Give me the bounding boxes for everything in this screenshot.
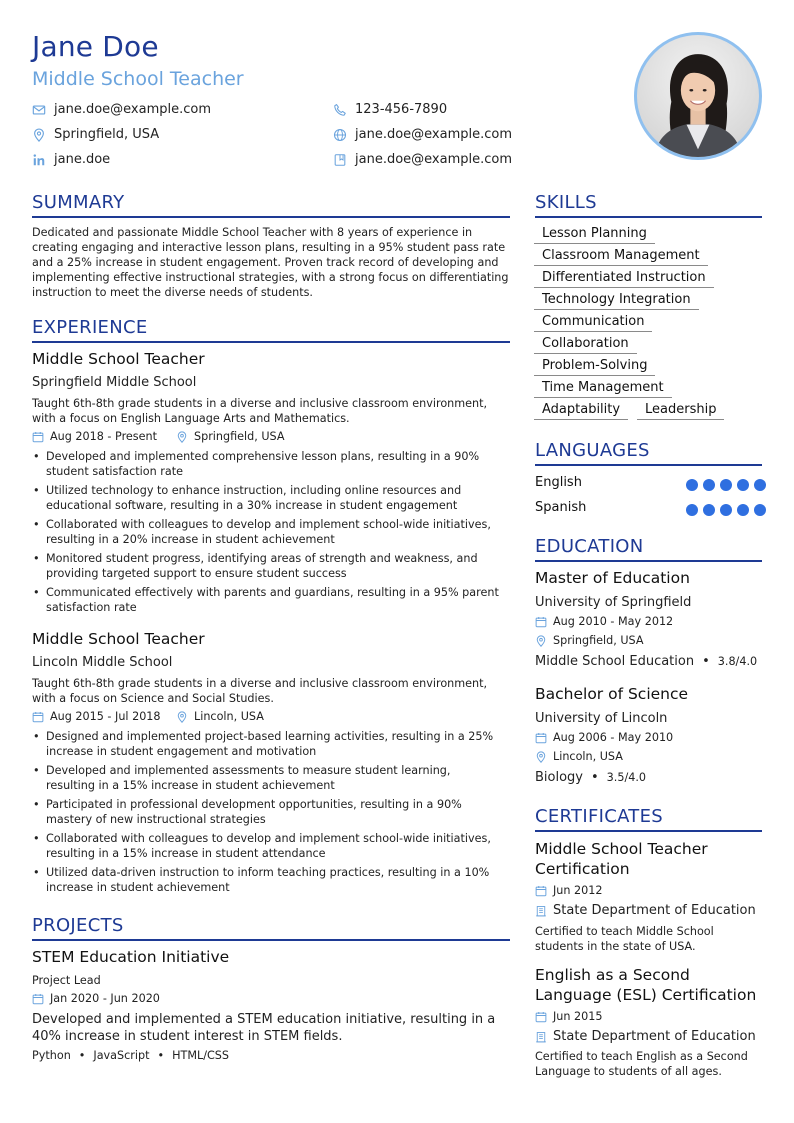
summary-text: Dedicated and passionate Middle School Teacher with 8 years of experience in creating engaging and interactive lesson plans, resulting in a 95% student pass rate and a 25% increase in student engagement. Proven track record of developing and implementing effective instructional strategies, with a strong focus on differentiating instruction to meet the diverse needs of students. xyxy=(32,226,509,299)
language-name: Spanish xyxy=(535,500,587,515)
job-title: Middle School Teacher xyxy=(32,350,205,368)
education-dates-text: Aug 2006 - May 2010 xyxy=(553,731,674,744)
job-location-text: Springfield, USA xyxy=(194,430,285,443)
location-icon xyxy=(535,635,547,647)
job-dates-text: Aug 2015 - Jul 2018 xyxy=(50,710,161,723)
languages-heading: LANGUAGES xyxy=(535,440,650,461)
education-location-text: Springfield, USA xyxy=(553,634,644,647)
job-organization: Springfield Middle School xyxy=(32,375,197,390)
education-dates xyxy=(535,615,673,628)
summary-heading: SUMMARY xyxy=(32,192,125,213)
skill-tag: Leadership xyxy=(637,402,724,420)
education-heading: EDUCATION xyxy=(535,536,644,557)
project-tag: JavaScript xyxy=(93,1049,150,1062)
education-gpa: 3.8/4.0 xyxy=(717,655,758,668)
certificate-date-text: Jun 2015 xyxy=(553,1010,603,1023)
job-dates xyxy=(32,710,161,723)
portrait-illustration xyxy=(637,35,759,157)
contact-location xyxy=(32,127,159,142)
proficiency-dot xyxy=(754,504,766,516)
certificate-description: Certified to teach English as a Second Language to students of all ages. xyxy=(535,1050,748,1078)
contact-linkedin[interactable] xyxy=(32,152,110,167)
certificate-date-text: Jun 2012 xyxy=(553,884,603,897)
education-field: Biology xyxy=(535,770,583,785)
project-dates-text: Jan 2020 - Jun 2020 xyxy=(50,992,160,1005)
proficiency-dot xyxy=(686,479,698,491)
education-location xyxy=(535,634,644,647)
job-bullet: • Utilized data-driven instruction to inform teaching practices, resulting in a 10% increase in student achievement xyxy=(32,865,502,895)
certificate-date xyxy=(535,884,603,897)
language-level-spanish xyxy=(686,504,766,516)
location-icon xyxy=(32,128,46,142)
certificate-description: Certified to teach Middle School students in the state of USA. xyxy=(535,925,714,953)
job-bullet: • Monitored student progress, identifying areas of strength and weakness, and providing targeted support to ensure student success xyxy=(32,551,502,581)
certificate-issuer xyxy=(535,1029,756,1044)
job-bullet: • Communicated effectively with parents and guardians, resulting in a 95% parent satisfaction rate xyxy=(32,585,502,615)
education-location xyxy=(535,750,623,763)
globe-icon xyxy=(333,128,347,142)
project-tag: HTML/CSS xyxy=(172,1049,230,1062)
job-bullet: • Developed and implemented comprehensive lesson plans, resulting in a 90% student satisfaction rate xyxy=(32,449,502,479)
skill-tag: Differentiated Instruction xyxy=(534,270,714,288)
proficiency-dot xyxy=(686,504,698,516)
language-name: English xyxy=(535,475,582,490)
proficiency-dot xyxy=(703,479,715,491)
education-school: University of Lincoln xyxy=(535,711,668,726)
certificates-heading: CERTIFICATES xyxy=(535,806,663,827)
job-location xyxy=(176,710,264,723)
job-bullet: • Participated in professional development opportunities, resulting in a 90% mastery of new instructional strategies xyxy=(32,797,502,827)
job-organization: Lincoln Middle School xyxy=(32,655,173,670)
certificate-title: English as a Second Language (ESL) Certification xyxy=(535,966,757,1004)
education-dates xyxy=(535,731,673,744)
education-location-text: Lincoln, USA xyxy=(553,750,623,763)
contact-website-text: jane.doe@example.com xyxy=(355,127,513,142)
skill-tag: Problem-Solving xyxy=(534,358,655,376)
bookmark-icon xyxy=(333,153,347,167)
certificates-divider xyxy=(535,830,762,832)
mail-icon xyxy=(32,103,46,117)
summary-divider xyxy=(32,216,510,218)
tag-separator: • xyxy=(157,1049,165,1062)
education-degree: Bachelor of Science xyxy=(535,685,689,703)
contact-email-text: jane.doe@example.com xyxy=(54,102,212,117)
skill-tag: Lesson Planning xyxy=(534,226,655,244)
calendar-icon xyxy=(535,616,547,628)
project-tags xyxy=(32,1049,229,1062)
certificate-date xyxy=(535,1010,603,1023)
location-icon xyxy=(535,751,547,763)
phone-icon xyxy=(333,103,347,117)
proficiency-dot xyxy=(737,504,749,516)
linkedin-icon xyxy=(32,153,46,167)
education-field-gpa xyxy=(535,654,757,669)
education-gpa: 3.5/4.0 xyxy=(606,771,647,784)
education-dates-text: Aug 2010 - May 2012 xyxy=(553,615,674,628)
tag-separator: • xyxy=(78,1049,86,1062)
job-location xyxy=(176,430,285,443)
proficiency-dot xyxy=(720,504,732,516)
certificate-issuer xyxy=(535,903,756,918)
calendar-icon xyxy=(535,732,547,744)
languages-divider xyxy=(535,464,762,466)
project-role: Project Lead xyxy=(32,974,101,987)
proficiency-dot xyxy=(720,479,732,491)
skills-heading: SKILLS xyxy=(535,192,597,213)
location-icon xyxy=(176,431,188,443)
calendar-icon xyxy=(32,993,44,1005)
job-dates xyxy=(32,430,157,443)
calendar-icon xyxy=(535,885,547,897)
candidate-name: Jane Doe xyxy=(32,30,159,63)
job-bullets xyxy=(32,729,502,899)
skill-tag: Communication xyxy=(534,314,652,332)
field-separator: • xyxy=(702,654,710,669)
contact-portfolio-text: jane.doe@example.com xyxy=(355,152,513,167)
job-description: Taught 6th-8th grade students in a diverse and inclusive classroom environment, with a focus on English Language Arts and Mathematics. xyxy=(32,397,488,425)
language-level-english xyxy=(686,479,766,491)
field-separator: • xyxy=(591,770,599,785)
skill-tag: Time Management xyxy=(534,380,672,398)
certificate-title: Middle School Teacher Certification xyxy=(535,840,708,878)
job-dates-text: Aug 2018 - Present xyxy=(50,430,157,443)
education-degree: Master of Education xyxy=(535,569,690,587)
skill-tag: Adaptability xyxy=(534,402,628,420)
profile-photo xyxy=(634,32,762,160)
calendar-icon xyxy=(32,711,44,723)
project-dates xyxy=(32,992,160,1005)
building-icon xyxy=(535,1031,547,1043)
project-tag: Python xyxy=(32,1049,71,1062)
calendar-icon xyxy=(535,1011,547,1023)
experience-heading: EXPERIENCE xyxy=(32,317,148,338)
proficiency-dot xyxy=(703,504,715,516)
location-icon xyxy=(176,711,188,723)
contact-website[interactable] xyxy=(333,127,512,142)
project-title: STEM Education Initiative xyxy=(32,948,230,966)
skill-tag: Technology Integration xyxy=(534,292,699,310)
project-description: Developed and implemented a STEM education initiative, resulting in a 40% increase in student interest in STEM fields. xyxy=(32,1012,496,1044)
job-title: Middle School Teacher xyxy=(32,630,205,648)
contact-email[interactable] xyxy=(32,102,211,117)
education-divider xyxy=(535,560,762,562)
job-location-text: Lincoln, USA xyxy=(194,710,264,723)
skill-tag: Classroom Management xyxy=(534,248,708,266)
education-field: Middle School Education xyxy=(535,654,695,669)
job-bullet: • Collaborated with colleagues to develop and implement school-wide initiatives, resulting in a 15% increase in student attendance xyxy=(32,831,502,861)
building-icon xyxy=(535,905,547,917)
proficiency-dot xyxy=(754,479,766,491)
contact-location-text: Springfield, USA xyxy=(54,127,160,142)
job-bullet: • Utilized technology to enhance instruction, including online resources and educational software, resulting in a 30% increase in student engagement xyxy=(32,483,502,513)
candidate-title: Middle School Teacher xyxy=(32,68,244,90)
job-bullet: • Developed and implemented assessments to measure student learning, resulting in a 15% increase in student achievement xyxy=(32,763,502,793)
certificate-issuer-text: State Department of Education xyxy=(553,903,756,918)
contact-phone-text: 123-456-7890 xyxy=(355,102,448,117)
proficiency-dot xyxy=(737,479,749,491)
job-bullet: • Collaborated with colleagues to develop and implement school-wide initiatives, resulting in a 20% increase in student achievement xyxy=(32,517,502,547)
contact-linkedin-text: jane.doe xyxy=(54,152,111,167)
projects-heading: PROJECTS xyxy=(32,915,124,936)
job-bullet: • Designed and implemented project-based learning activities, resulting in a 25% increase in student engagement and motivation xyxy=(32,729,502,759)
education-school: University of Springfield xyxy=(535,595,692,610)
projects-divider xyxy=(32,939,510,941)
education-field-gpa xyxy=(535,770,646,785)
skill-tag: Collaboration xyxy=(534,336,637,354)
contact-phone[interactable] xyxy=(333,102,447,117)
job-description: Taught 6th-8th grade students in a diverse and inclusive classroom environment, with a focus on Science and Social Studies. xyxy=(32,677,488,705)
job-bullets xyxy=(32,449,502,619)
certificate-issuer-text: State Department of Education xyxy=(553,1029,756,1044)
experience-divider xyxy=(32,341,510,343)
calendar-icon xyxy=(32,431,44,443)
skills-divider xyxy=(535,216,762,218)
contact-portfolio[interactable] xyxy=(333,152,512,167)
